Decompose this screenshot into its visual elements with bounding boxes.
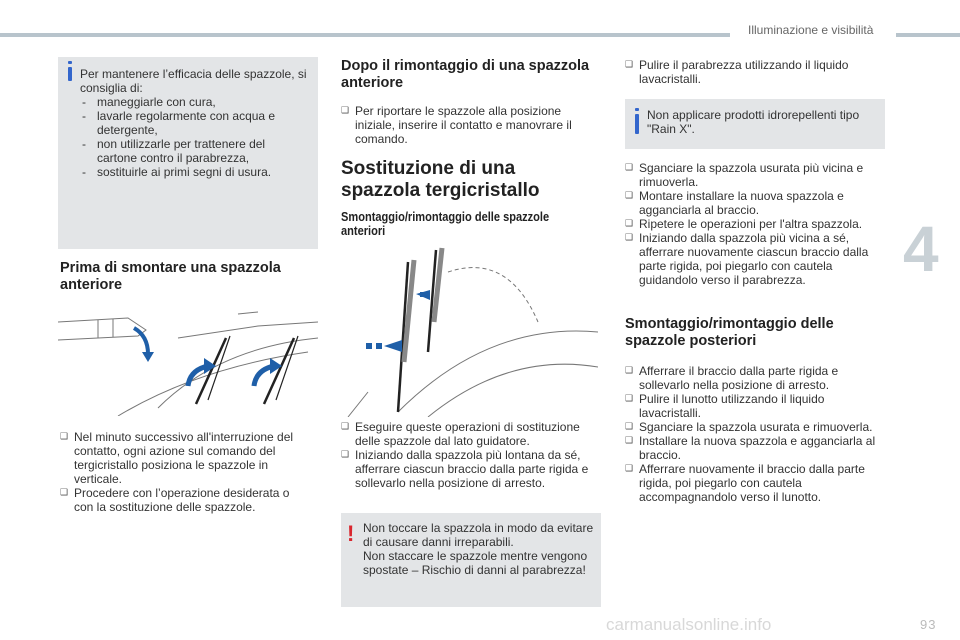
list-item: ❑ Sganciare la spazzola usurata e rimuoverla. (625, 420, 887, 434)
warning-line: Non staccare le spazzole mentre vengono spostate – Rischio di danni al parabrezza! (363, 549, 588, 577)
watermark: carmanualsonline.info (606, 615, 772, 634)
info-icon-stem (635, 108, 639, 111)
list-item: ❑ Eseguire queste operazioni di sostituzione delle spazzole dal lato guidatore. (341, 420, 601, 448)
list-item: - sostituirle ai primi segni di usura. (80, 165, 308, 179)
list-item: ❑ Nel minuto successivo all'interruzione del contatto, ogni azione sul comando del tergicristallo posiziona le spazzole in verticale. (60, 430, 310, 486)
list-item: - non utilizzarle per trattenere del cartone contro il parabrezza, (80, 137, 308, 165)
info-box-care (58, 57, 318, 249)
header-rule-right (896, 33, 960, 37)
info-rainx-text: Non applicare prodotti idrorepellenti tipo "Rain X". (647, 108, 860, 136)
list-item: ❑ Afferrare nuovamente il braccio dalla parte rigida, poi piegarlo con cautela accompagnandolo verso il lunotto. (625, 462, 887, 504)
steps-after-reassembly (341, 104, 596, 146)
info-icon-stem (68, 61, 72, 64)
warning-box (341, 513, 601, 607)
list-item: ❑ Afferrare il braccio dalla parte rigida e sollevarlo nella posizione di arresto. (625, 364, 887, 392)
chapter-title: Illuminazione e visibilità (748, 23, 874, 37)
warning-content (363, 521, 595, 577)
list-item: ❑ Iniziando dalla spazzola più vicina a sé, afferrare nuovamente ciascun braccio dalla parte rigida, poi piegarlo con cautela guidandolo verso il parabrezza. (625, 231, 885, 287)
chapter-number: 4 (903, 213, 939, 285)
step-clean-windscreen (625, 58, 885, 86)
list-item: ❑ Per riportare le spazzole alla posizione iniziale, inserire il contatto e manovrare il comando. (341, 104, 596, 146)
info-intro: Per mantenere l’efficacia delle spazzole, si consiglia di: (80, 67, 307, 95)
info-list (80, 95, 308, 179)
list-item: - maneggiarle con cura, (80, 95, 308, 109)
steps-front-wipers (341, 420, 601, 490)
heading-replacement: Sostituzione di una spazzola tergicristallo (341, 158, 540, 201)
list-item: ❑ Procedere con l’operazione desiderata o con la sostituzione delle spazzole. (60, 486, 310, 514)
list-item: ❑ Ripetere le operazioni per l'altra spazzola. (625, 217, 885, 231)
info-icon (68, 67, 72, 81)
list-item: ❑ Pulire il parabrezza utilizzando il liquido lavacristalli. (625, 58, 885, 86)
steps-before-removal (60, 430, 310, 514)
page-number: 93 (920, 617, 937, 632)
warning-line: Non toccare la spazzola in modo da evitare di causare danni irreparabili. (363, 521, 594, 549)
heading-rear-wipers: Smontaggio/rimontaggio delle spazzole posteriori (625, 316, 834, 349)
front-wiper-illustration (338, 242, 598, 417)
list-item: ❑ Iniziando dalla spazzola più lontana da sé, afferrare ciascun braccio dalla parte rigida e sollevarlo nella posizione di arresto. (341, 448, 601, 490)
heading-before-removal: Prima di smontare una spazzola anteriore (60, 260, 281, 293)
steps-replace-front (625, 161, 885, 287)
warning-icon: ! (347, 521, 355, 546)
list-item: ❑ Montare installare la nuova spazzola e agganciarla al braccio. (625, 189, 885, 217)
info-box-content (80, 67, 308, 179)
wiper-control-illustration (58, 308, 318, 416)
steps-rear-wipers (625, 364, 887, 504)
info-icon (635, 114, 639, 134)
header-rule (0, 33, 730, 37)
list-item: - lavarle regolarmente con acqua e detergente, (80, 109, 308, 137)
list-item: ❑ Installare la nuova spazzola e agganciarla al braccio. (625, 434, 887, 462)
subheading-front-wipers: Smontaggio/rimontaggio delle spazzole anteriori (341, 209, 550, 238)
list-item: ❑ Pulire il lunotto utilizzando il liquido lavacristalli. (625, 392, 887, 420)
info-box-rainx (625, 99, 885, 149)
heading-after-reassembly: Dopo il rimontaggio di una spazzola anteriore (341, 58, 590, 91)
list-item: ❑ Sganciare la spazzola usurata più vicina e rimuoverla. (625, 161, 885, 189)
